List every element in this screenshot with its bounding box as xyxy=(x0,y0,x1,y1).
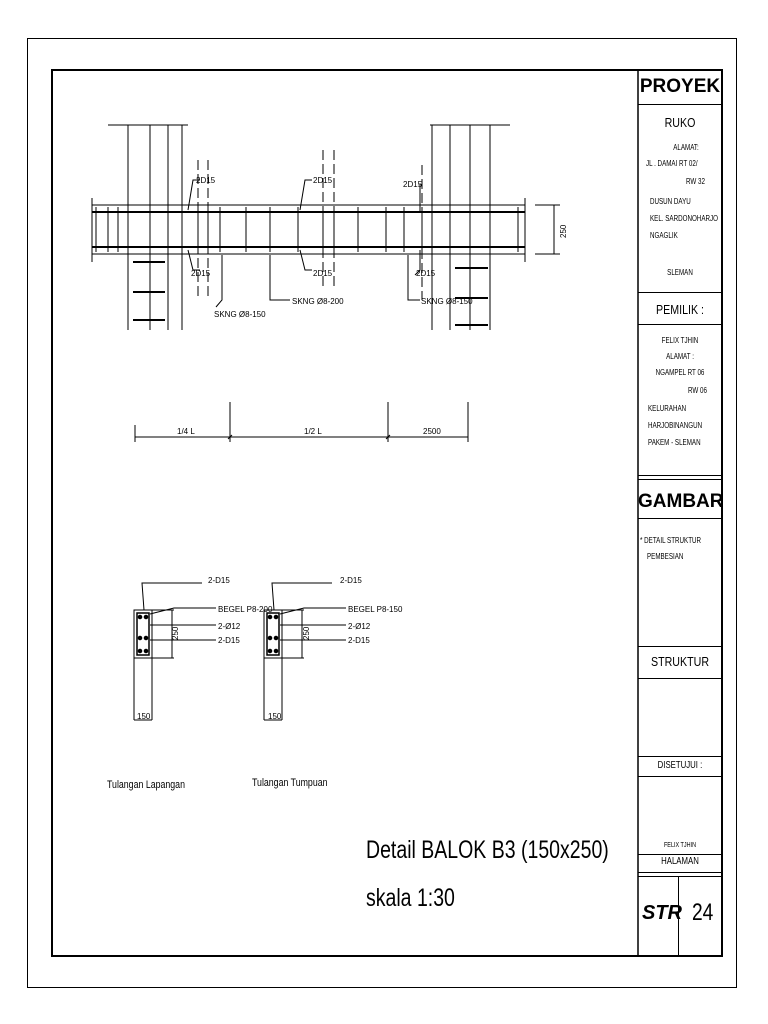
section-1-caption: Tulangan Lapangan xyxy=(107,779,185,791)
section-2-bottom-label: 2-D15 xyxy=(348,636,370,645)
section-1-top-label: 2-D15 xyxy=(208,576,230,585)
top-bar-label-3: 2D15 xyxy=(403,180,423,189)
span-dim-3: 2500 xyxy=(423,427,441,436)
owner-line-3: KELURAHAN xyxy=(648,404,687,413)
city: SLEMAN xyxy=(667,268,693,277)
section-2-height-dim: 250 xyxy=(302,626,311,640)
section-1-middle-label: 2-Ø12 xyxy=(218,622,241,631)
owner-alamat-label: ALAMAT : xyxy=(666,352,694,361)
owner-line-4: HARJOBINANGUN xyxy=(648,421,703,430)
section-2-middle-label: 2-Ø12 xyxy=(348,622,371,631)
bottom-bar-label-2: 2D15 xyxy=(313,269,333,278)
drawing-scale: skala 1:30 xyxy=(366,884,455,912)
section-2-caption: Tulangan Tumpuan xyxy=(252,777,328,789)
span-dim-1: 1/4 L xyxy=(177,427,195,436)
alamat-line-2: RW 32 xyxy=(686,177,705,186)
owner-line-1: NGAMPEL RT 06 xyxy=(655,368,705,377)
beam-height-dim: 250 xyxy=(559,224,568,238)
section-1-width-dim: 150 xyxy=(137,712,151,721)
inner-frame xyxy=(52,70,722,956)
gambar-desc-1: * DETAIL STRUKTUR xyxy=(640,536,702,545)
approver-name: FELIX TJHIN xyxy=(663,842,697,849)
alamat-label: ALAMAT: xyxy=(673,143,699,152)
section-1-bottom-label: 2-D15 xyxy=(218,636,240,645)
section-1-stirrup-label: BEGEL P8-200 xyxy=(218,605,273,614)
section-2-width-dim: 150 xyxy=(268,712,282,721)
section-2-stirrup-label: BEGEL P8-150 xyxy=(348,605,403,614)
owner-line-5: PAKEM - SLEMAN xyxy=(648,438,701,447)
beam-cross-section xyxy=(134,583,216,720)
bottom-bar-label-1: 2D15 xyxy=(191,269,211,278)
section-1-height-dim: 250 xyxy=(171,626,180,640)
sheet-number: 24 xyxy=(692,899,714,926)
stirrup-label-1: SKNG Ø8-150 xyxy=(214,310,266,319)
gambar-header: GAMBAR xyxy=(638,491,724,512)
halaman-label: HALAMAN xyxy=(661,856,699,867)
stirrup-label-3: SKNG Ø8-150 xyxy=(421,297,473,306)
bottom-bar-label-3: 2D15 xyxy=(416,269,436,278)
alamat-line-4: KEL. SARDONOHARJO xyxy=(650,214,718,223)
owner-line-2: RW 06 xyxy=(688,386,707,395)
approved-label: DISETUJUI : xyxy=(657,760,703,771)
top-bar-label-1: 2D15 xyxy=(196,176,216,185)
project-name: RUKO xyxy=(664,115,696,130)
span-dimension xyxy=(135,402,468,442)
gambar-desc-2: PEMBESIAN xyxy=(647,552,684,561)
alamat-line-5: NGAGLIK xyxy=(650,231,678,240)
proyek-header: PROYEK xyxy=(639,76,721,97)
stirrup-label-2: SKNG Ø8-200 xyxy=(292,297,344,306)
title-block xyxy=(638,70,722,956)
alamat-line-3: DUSUN DAYU xyxy=(650,197,691,206)
drawing-title: Detail BALOK B3 (150x250) xyxy=(366,836,609,864)
sheet-code: STR xyxy=(642,902,682,924)
span-labels xyxy=(177,427,441,436)
category: STRUKTUR xyxy=(650,654,710,669)
span-dim-2: 1/2 L xyxy=(304,427,322,436)
pemilik-header: PEMILIK : xyxy=(656,302,704,317)
alamat-line-1: JL . DAMAI RT 02/ xyxy=(646,159,698,168)
owner-name: FELIX TJHIN xyxy=(661,336,699,345)
section-2-top-label: 2-D15 xyxy=(340,576,362,585)
beam-cross-section xyxy=(264,583,346,720)
top-bar-label-2: 2D15 xyxy=(313,176,333,185)
